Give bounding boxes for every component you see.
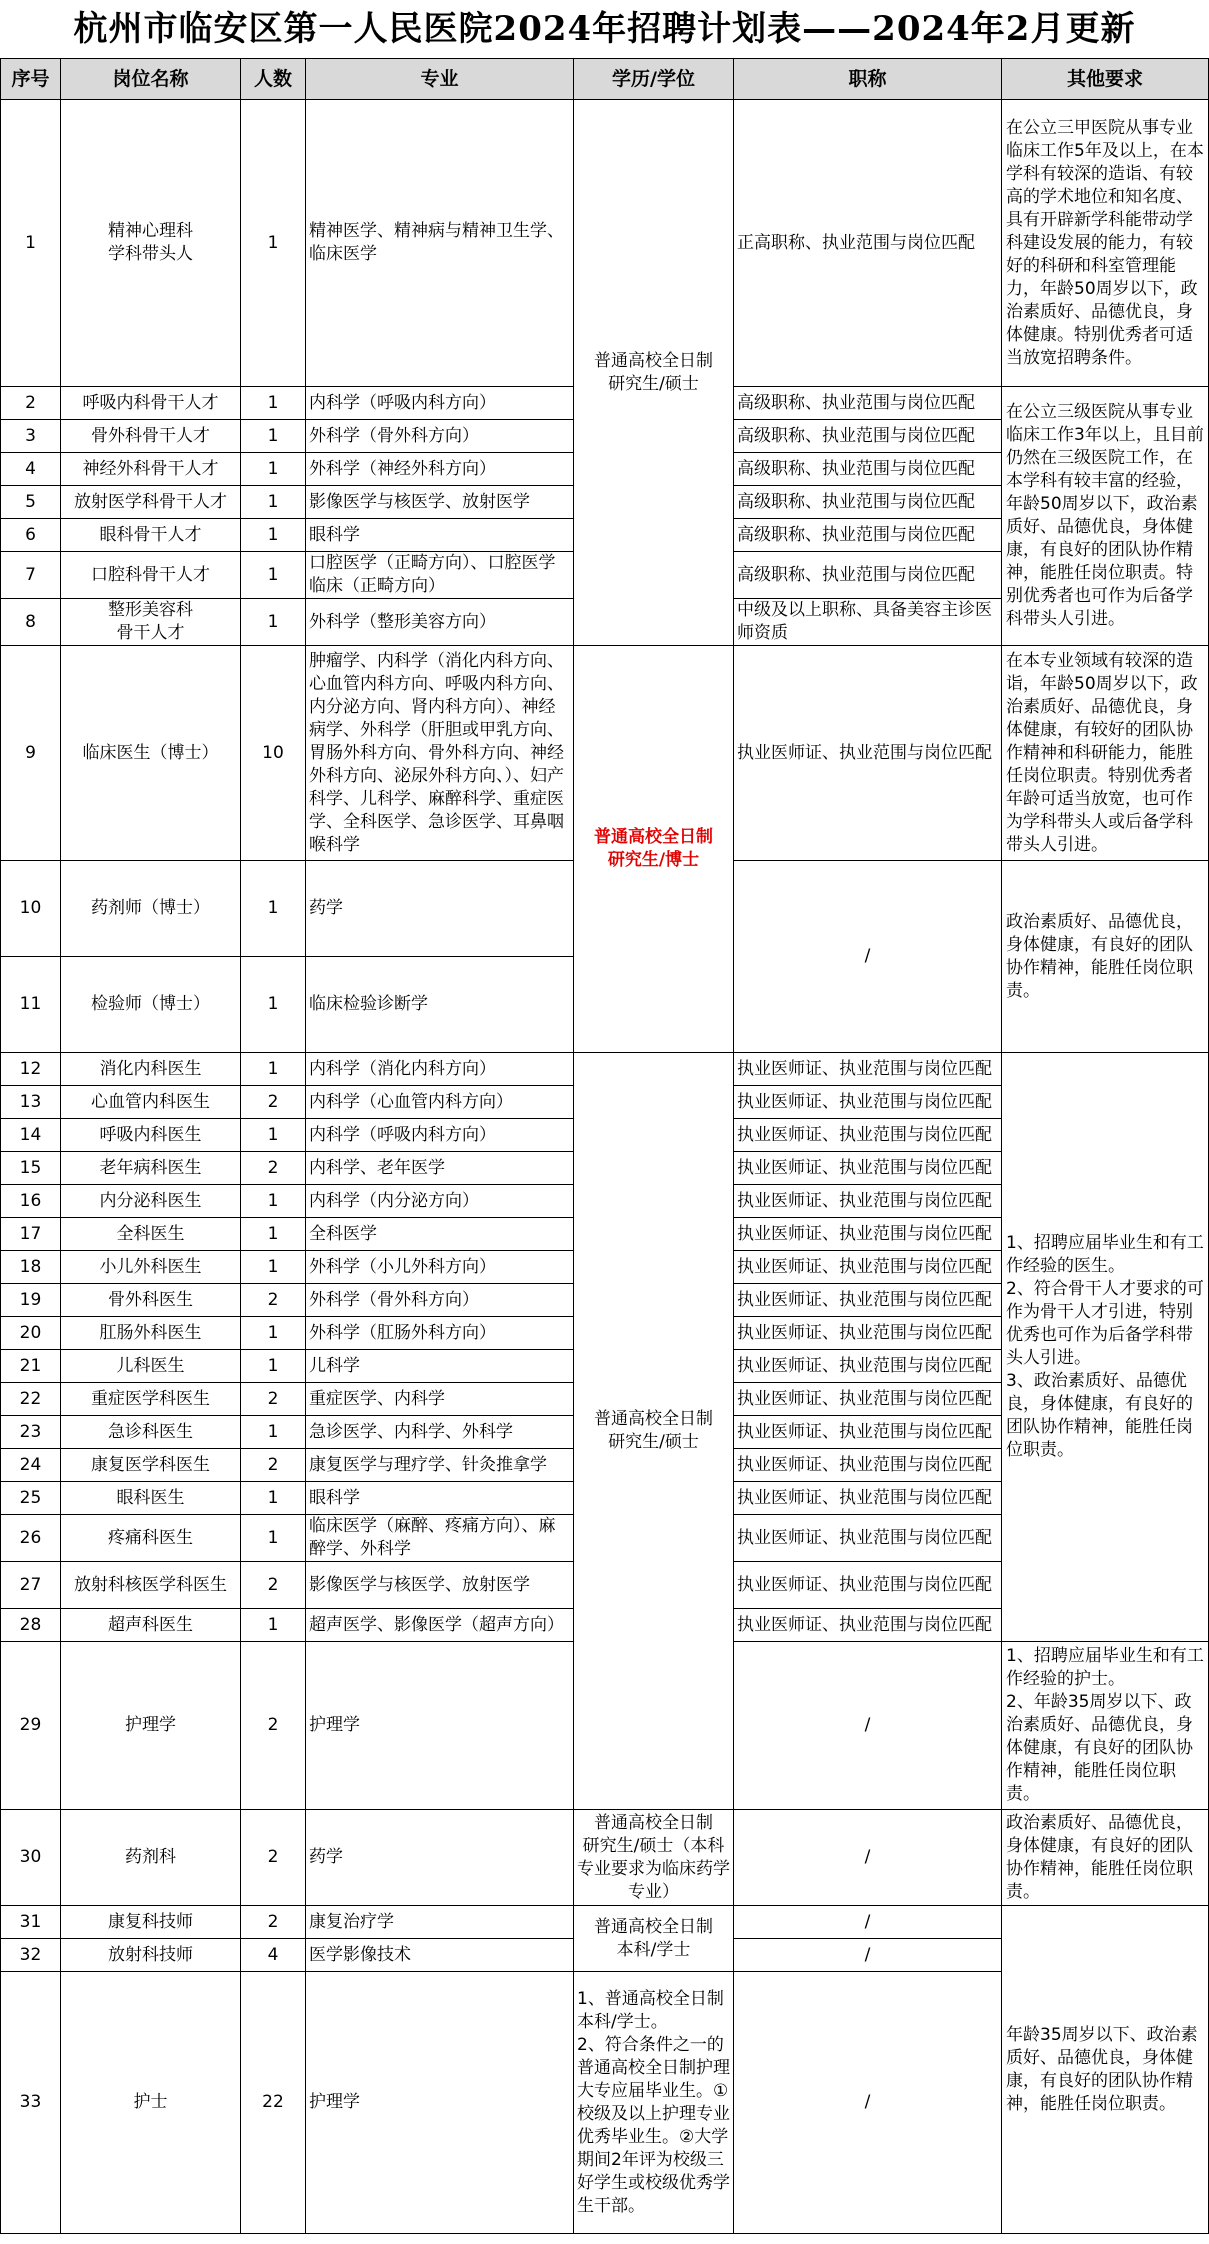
row-title: 执业医师证、执业范围与岗位匹配 bbox=[734, 1383, 1002, 1416]
row-major: 眼科学 bbox=[306, 1482, 574, 1515]
row-count: 1 bbox=[241, 519, 306, 552]
requirements-7: 政治素质好、品德优良，身体健康，有良好的团队协作精神，能胜任岗位职责。 bbox=[1002, 1810, 1209, 1906]
title-slash: / bbox=[734, 1642, 1002, 1810]
row-post: 临床医生（博士） bbox=[61, 646, 241, 861]
row-count: 1 bbox=[241, 1317, 306, 1350]
table-row bbox=[1, 1810, 1209, 1906]
table-header-row bbox=[1, 59, 1209, 100]
row-index: 2 bbox=[1, 387, 61, 420]
row-major: 外科学（骨外科方向） bbox=[306, 1284, 574, 1317]
row-count: 1 bbox=[241, 1218, 306, 1251]
row-major: 急诊医学、内科学、外科学 bbox=[306, 1416, 574, 1449]
row-major: 眼科学 bbox=[306, 519, 574, 552]
header-requirements: 其他要求 bbox=[1002, 59, 1209, 100]
row-count: 2 bbox=[241, 1810, 306, 1906]
row-title: 高级职称、执业范围与岗位匹配 bbox=[734, 486, 1002, 519]
row-post: 小儿外科医生 bbox=[61, 1251, 241, 1284]
education-group-3: 普通高校全日制 研究生/硕士 bbox=[574, 1053, 734, 1810]
row-count: 1 bbox=[241, 387, 306, 420]
row-index: 1 bbox=[1, 100, 61, 387]
title-slash: / bbox=[734, 1972, 1002, 2234]
row-index: 6 bbox=[1, 519, 61, 552]
row-title: 执业医师证、执业范围与岗位匹配 bbox=[734, 1053, 1002, 1086]
row-index: 31 bbox=[1, 1906, 61, 1939]
row-major: 药学 bbox=[306, 1810, 574, 1906]
table-row bbox=[1, 100, 1209, 387]
row-major: 影像医学与核医学、放射医学 bbox=[306, 1562, 574, 1609]
row-post: 急诊科医生 bbox=[61, 1416, 241, 1449]
row-count: 1 bbox=[241, 1609, 306, 1642]
row-post: 整形美容科 骨干人才 bbox=[61, 599, 241, 646]
row-index: 4 bbox=[1, 453, 61, 486]
row-index: 15 bbox=[1, 1152, 61, 1185]
row-count: 1 bbox=[241, 1416, 306, 1449]
row-major: 口腔医学（正畸方向）、口腔医学临床（正畸方向） bbox=[306, 552, 574, 599]
row-post: 放射科核医学科医生 bbox=[61, 1562, 241, 1609]
row-index: 3 bbox=[1, 420, 61, 453]
row-major: 临床医学（麻醉、疼痛方向）、麻醉学、外科学 bbox=[306, 1515, 574, 1562]
row-post: 老年病科医生 bbox=[61, 1152, 241, 1185]
row-post: 儿科医生 bbox=[61, 1350, 241, 1383]
row-index: 20 bbox=[1, 1317, 61, 1350]
row-count: 1 bbox=[241, 100, 306, 387]
row-index: 24 bbox=[1, 1449, 61, 1482]
row-major: 内科学（心血管内科方向） bbox=[306, 1086, 574, 1119]
row-count: 10 bbox=[241, 646, 306, 861]
requirements-4: 政治素质好、品德优良，身体健康，有良好的团队协作精神，能胜任岗位职责。 bbox=[1002, 861, 1209, 1053]
row-index: 26 bbox=[1, 1515, 61, 1562]
requirements-6: 1、招聘应届毕业生和有工作经验的护士。 2、年龄35周岁以下、政治素质好、品德优良，身体健康，有良好的团队协作精神，能胜任岗位职责。 bbox=[1002, 1642, 1209, 1810]
row-major: 全科医学 bbox=[306, 1218, 574, 1251]
row-index: 19 bbox=[1, 1284, 61, 1317]
row-major: 康复医学与理疗学、针灸推拿学 bbox=[306, 1449, 574, 1482]
row-major: 影像医学与核医学、放射医学 bbox=[306, 486, 574, 519]
row-title: 执业医师证、执业范围与岗位匹配 bbox=[734, 1562, 1002, 1609]
row-index: 23 bbox=[1, 1416, 61, 1449]
row-title: 执业医师证、执业范围与岗位匹配 bbox=[734, 1086, 1002, 1119]
row-post: 康复医学科医生 bbox=[61, 1449, 241, 1482]
row-index: 8 bbox=[1, 599, 61, 646]
row-title: 高级职称、执业范围与岗位匹配 bbox=[734, 420, 1002, 453]
header-index: 序号 bbox=[1, 59, 61, 100]
row-post: 康复科技师 bbox=[61, 1906, 241, 1939]
row-major: 外科学（神经外科方向） bbox=[306, 453, 574, 486]
row-title: 执业医师证、执业范围与岗位匹配 bbox=[734, 1317, 1002, 1350]
row-title: 高级职称、执业范围与岗位匹配 bbox=[734, 453, 1002, 486]
row-post: 骨外科医生 bbox=[61, 1284, 241, 1317]
row-count: 1 bbox=[241, 861, 306, 957]
education-group-6: 1、普通高校全日制本科/学士。 2、符合条件之一的普通高校全日制护理大专应届毕业生。①校级及以上护理专业优秀毕业生。②大学期间2年评为校级三好学生或校级优秀学生干部。 bbox=[574, 1972, 734, 2234]
row-count: 4 bbox=[241, 1939, 306, 1972]
row-post: 呼吸内科骨干人才 bbox=[61, 387, 241, 420]
row-major: 重症医学、内科学 bbox=[306, 1383, 574, 1416]
row-post: 眼科医生 bbox=[61, 1482, 241, 1515]
row-index: 22 bbox=[1, 1383, 61, 1416]
row-index: 28 bbox=[1, 1609, 61, 1642]
row-count: 1 bbox=[241, 1482, 306, 1515]
row-post: 药剂师（博士） bbox=[61, 861, 241, 957]
row-post: 检验师（博士） bbox=[61, 957, 241, 1053]
row-index: 18 bbox=[1, 1251, 61, 1284]
row-count: 2 bbox=[241, 1562, 306, 1609]
table-row bbox=[1, 1053, 1209, 1086]
row-count: 1 bbox=[241, 453, 306, 486]
table-row bbox=[1, 646, 1209, 861]
row-post: 消化内科医生 bbox=[61, 1053, 241, 1086]
row-index: 29 bbox=[1, 1642, 61, 1810]
row-major: 外科学（小儿外科方向） bbox=[306, 1251, 574, 1284]
row-count: 1 bbox=[241, 1185, 306, 1218]
row-post: 内分泌科医生 bbox=[61, 1185, 241, 1218]
row-major: 肿瘤学、内科学（消化内科方向、心血管内科方向、呼吸内科方向、内分泌方向、肾内科方向）、神经病学、外科学（肝胆或甲乳方向、胃肠外科方向、骨外科方向、神经外科方向、泌尿外科方向、）、妇产科学、儿科学、麻醉科学、重症医学、全科医学、急诊医学、耳鼻咽喉科学 bbox=[306, 646, 574, 861]
education-group-5: 普通高校全日制 本科/学士 bbox=[574, 1906, 734, 1972]
row-index: 10 bbox=[1, 861, 61, 957]
row-count: 2 bbox=[241, 1449, 306, 1482]
row-title: 执业医师证、执业范围与岗位匹配 bbox=[734, 1119, 1002, 1152]
row-title: 执业医师证、执业范围与岗位匹配 bbox=[734, 1284, 1002, 1317]
row-title: 执业医师证、执业范围与岗位匹配 bbox=[734, 1482, 1002, 1515]
education-group-1: 普通高校全日制 研究生/硕士 bbox=[574, 100, 734, 646]
row-major: 儿科学 bbox=[306, 1350, 574, 1383]
row-post: 超声科医生 bbox=[61, 1609, 241, 1642]
education-group-4: 普通高校全日制 研究生/硕士（本科专业要求为临床药学专业） bbox=[574, 1810, 734, 1906]
row-title: 高级职称、执业范围与岗位匹配 bbox=[734, 552, 1002, 599]
row-post: 眼科骨干人才 bbox=[61, 519, 241, 552]
requirements-2: 在公立三级医院从事专业临床工作3年以上，且目前仍然在三级医院工作，在本学科有较丰富的经验，年龄50周岁以下，政治素质好、品德优良，身体健康，有良好的团队协作精神，能胜任岗位职责。特别优秀者也可作为后备学科带头人引进。 bbox=[1002, 387, 1209, 646]
header-post: 岗位名称 bbox=[61, 59, 241, 100]
row-post: 重症医学科医生 bbox=[61, 1383, 241, 1416]
title-slash: / bbox=[734, 1810, 1002, 1906]
requirements-3: 在本专业领域有较深的造诣，年龄50周岁以下，政治素质好、品德优良，身体健康，有较好的团队协作精神和科研能力，能胜任岗位职责。特别优秀者年龄可适当放宽，也可作为学科带头人或后备学科带头人引进。 bbox=[1002, 646, 1209, 861]
row-count: 1 bbox=[241, 1251, 306, 1284]
row-post: 放射医学科骨干人才 bbox=[61, 486, 241, 519]
row-post: 药剂科 bbox=[61, 1810, 241, 1906]
row-title: 执业医师证、执业范围与岗位匹配 bbox=[734, 646, 1002, 861]
row-post: 骨外科骨干人才 bbox=[61, 420, 241, 453]
row-title: 中级及以上职称、具备美容主诊医师资质 bbox=[734, 599, 1002, 646]
header-title: 职称 bbox=[734, 59, 1002, 100]
row-major: 精神医学、精神病与精神卫生学、临床医学 bbox=[306, 100, 574, 387]
row-index: 17 bbox=[1, 1218, 61, 1251]
row-major: 内科学（呼吸内科方向） bbox=[306, 387, 574, 420]
row-post: 心血管内科医生 bbox=[61, 1086, 241, 1119]
education-group-2: 普通高校全日制 研究生/博士 bbox=[574, 646, 734, 1053]
row-index: 21 bbox=[1, 1350, 61, 1383]
row-major: 内科学（呼吸内科方向） bbox=[306, 1119, 574, 1152]
row-title: 执业医师证、执业范围与岗位匹配 bbox=[734, 1152, 1002, 1185]
header-education: 学历/学位 bbox=[574, 59, 734, 100]
row-index: 32 bbox=[1, 1939, 61, 1972]
row-index: 11 bbox=[1, 957, 61, 1053]
header-count: 人数 bbox=[241, 59, 306, 100]
title-slash: / bbox=[734, 861, 1002, 1053]
row-major: 内科学（消化内科方向） bbox=[306, 1053, 574, 1086]
row-post: 精神心理科 学科带头人 bbox=[61, 100, 241, 387]
row-count: 1 bbox=[241, 1350, 306, 1383]
row-title: 正高职称、执业范围与岗位匹配 bbox=[734, 100, 1002, 387]
row-major: 内科学（内分泌方向） bbox=[306, 1185, 574, 1218]
row-post: 神经外科骨干人才 bbox=[61, 453, 241, 486]
requirements-1: 在公立三甲医院从事专业临床工作5年及以上，在本学科有较深的造诣、有较高的学术地位和知名度、具有开辟新学科能带动学科建设发展的能力，有较好的科研和科室管理能力，年龄50周岁以下，政治素质好、品德优良，身体健康。特别优秀者可适当放宽招聘条件。 bbox=[1002, 100, 1209, 387]
row-title: 高级职称、执业范围与岗位匹配 bbox=[734, 519, 1002, 552]
row-count: 2 bbox=[241, 1383, 306, 1416]
table-row bbox=[1, 1906, 1209, 1939]
recruitment-table bbox=[0, 58, 1209, 2234]
row-post: 放射科技师 bbox=[61, 1939, 241, 1972]
page-title: 杭州市临安区第一人民医院2024年招聘计划表——2024年2月更新 bbox=[73, 9, 1136, 49]
row-count: 1 bbox=[241, 1053, 306, 1086]
row-count: 1 bbox=[241, 599, 306, 646]
header-major: 专业 bbox=[306, 59, 574, 100]
row-index: 9 bbox=[1, 646, 61, 861]
title-slash: / bbox=[734, 1906, 1002, 1939]
row-post: 呼吸内科医生 bbox=[61, 1119, 241, 1152]
row-title: 执业医师证、执业范围与岗位匹配 bbox=[734, 1218, 1002, 1251]
row-index: 33 bbox=[1, 1972, 61, 2234]
row-post: 肛肠外科医生 bbox=[61, 1317, 241, 1350]
row-post: 护士 bbox=[61, 1972, 241, 2234]
row-major: 药学 bbox=[306, 861, 574, 957]
row-major: 临床检验诊断学 bbox=[306, 957, 574, 1053]
row-count: 2 bbox=[241, 1906, 306, 1939]
row-major: 护理学 bbox=[306, 1972, 574, 2234]
row-major: 护理学 bbox=[306, 1642, 574, 1810]
row-index: 30 bbox=[1, 1810, 61, 1906]
row-title: 执业医师证、执业范围与岗位匹配 bbox=[734, 1251, 1002, 1284]
row-title: 执业医师证、执业范围与岗位匹配 bbox=[734, 1449, 1002, 1482]
row-major: 外科学（整形美容方向） bbox=[306, 599, 574, 646]
title-slash: / bbox=[734, 1939, 1002, 1972]
row-title: 执业医师证、执业范围与岗位匹配 bbox=[734, 1185, 1002, 1218]
row-title: 高级职称、执业范围与岗位匹配 bbox=[734, 387, 1002, 420]
row-post: 疼痛科医生 bbox=[61, 1515, 241, 1562]
row-count: 1 bbox=[241, 420, 306, 453]
row-count: 2 bbox=[241, 1284, 306, 1317]
row-index: 12 bbox=[1, 1053, 61, 1086]
row-index: 5 bbox=[1, 486, 61, 519]
requirements-5: 1、招聘应届毕业生和有工作经验的医生。 2、符合骨干人才要求的可作为骨干人才引进，特别优秀也可作为后备学科带头人引进。 3、政治素质好、品德优良，身体健康，有良好的团队协作精神，能胜任岗位职责。 bbox=[1002, 1053, 1209, 1642]
row-major: 内科学、老年医学 bbox=[306, 1152, 574, 1185]
row-major: 外科学（肛肠外科方向） bbox=[306, 1317, 574, 1350]
row-major: 外科学（骨外科方向） bbox=[306, 420, 574, 453]
row-major: 康复治疗学 bbox=[306, 1906, 574, 1939]
row-count: 1 bbox=[241, 1119, 306, 1152]
row-count: 1 bbox=[241, 1515, 306, 1562]
row-count: 1 bbox=[241, 552, 306, 599]
row-post: 口腔科骨干人才 bbox=[61, 552, 241, 599]
row-count: 2 bbox=[241, 1642, 306, 1810]
requirements-8: 年龄35周岁以下、政治素质好、品德优良，身体健康，有良好的团队协作精神，能胜任岗位职责。 bbox=[1002, 1906, 1209, 2234]
row-count: 2 bbox=[241, 1086, 306, 1119]
row-index: 16 bbox=[1, 1185, 61, 1218]
row-index: 7 bbox=[1, 552, 61, 599]
row-major: 医学影像技术 bbox=[306, 1939, 574, 1972]
row-count: 1 bbox=[241, 957, 306, 1053]
row-count: 1 bbox=[241, 486, 306, 519]
row-index: 27 bbox=[1, 1562, 61, 1609]
row-title: 执业医师证、执业范围与岗位匹配 bbox=[734, 1350, 1002, 1383]
row-post: 全科医生 bbox=[61, 1218, 241, 1251]
row-index: 25 bbox=[1, 1482, 61, 1515]
row-post: 护理学 bbox=[61, 1642, 241, 1810]
row-count: 2 bbox=[241, 1152, 306, 1185]
row-count: 22 bbox=[241, 1972, 306, 2234]
row-title: 执业医师证、执业范围与岗位匹配 bbox=[734, 1515, 1002, 1562]
row-index: 13 bbox=[1, 1086, 61, 1119]
row-title: 执业医师证、执业范围与岗位匹配 bbox=[734, 1609, 1002, 1642]
row-major: 超声医学、影像医学（超声方向） bbox=[306, 1609, 574, 1642]
row-index: 14 bbox=[1, 1119, 61, 1152]
row-title: 执业医师证、执业范围与岗位匹配 bbox=[734, 1416, 1002, 1449]
